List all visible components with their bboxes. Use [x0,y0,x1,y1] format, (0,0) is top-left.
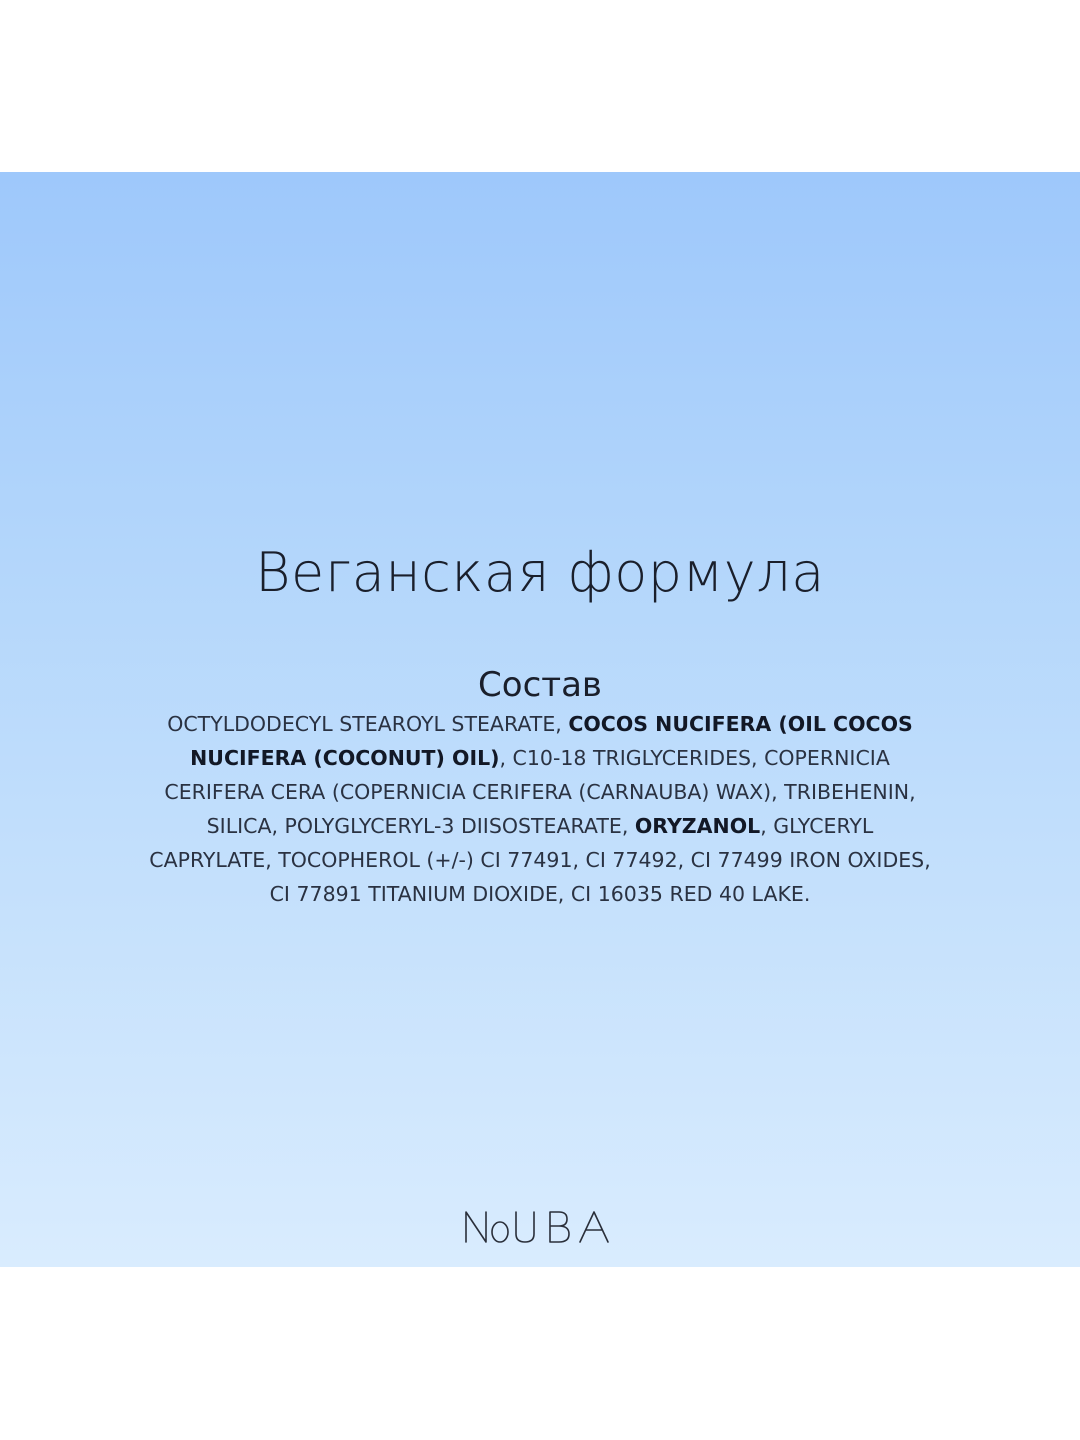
ingredients-list [70,707,1010,911]
ingredient-text: CERIFERA CERA (COPERNICIA CERIFERA (CARNAUBA) WAX), TRIBEHENIN, [164,780,916,804]
headline: Веганская формула [255,541,825,604]
ingredients-line [70,843,1010,877]
ingredients-line [70,809,1010,843]
ingredients-line [70,707,1010,741]
ingredients-line [70,741,1010,775]
nouba-logo-icon [460,1202,620,1246]
brand-logo [0,1202,1080,1250]
ingredient-text: OCTYLDODECYL STEAROYL STEARATE, [167,712,569,736]
ingredient-highlight: ORYZANOL [634,814,761,838]
composition-title: Состав [478,665,602,705]
ingredient-text: CI 77891 TITANIUM DIOXIDE, CI 16035 RED 40 LAKE. [269,882,811,906]
ingredient-text: SILICA, POLYGLYCERYL-3 DIISOSTEARATE, [206,814,635,838]
ingredient-text: , GLYCERYL [760,814,874,838]
ingredients-line [70,877,1010,911]
ingredient-text: , C10-18 TRIGLYCERIDES, COPERNICIA [499,746,890,770]
ingredient-highlight: NUCIFERA (COCONUT) OIL) [190,746,500,770]
ingredient-highlight: COCOS NUCIFERA (OIL COCOS [568,712,913,736]
ingredient-text: CAPRYLATE, TOCOPHEROL (+/-) CI 77491, CI 77492, CI 77499 IRON OXIDES, [149,848,931,872]
ingredients-line [70,775,1010,809]
